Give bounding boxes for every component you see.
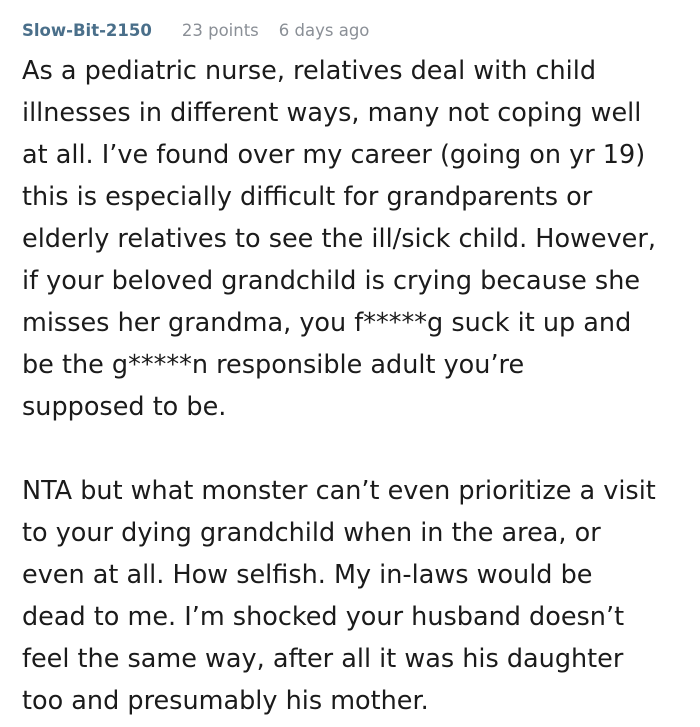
comment-meta [22, 20, 369, 42]
comment-line: supposed to be. [22, 392, 227, 422]
comment-line: even at all. How selfish. My in-laws would be [22, 560, 593, 590]
comment-line: As a pediatric nurse, relatives deal with child [22, 56, 597, 86]
comment-line: dead to me. I’m shocked your husband doesn’t [22, 602, 625, 632]
comment-line: elderly relatives to see the ill/sick child. However, [22, 224, 656, 254]
comment-line: feel the same way, after all it was his daughter [22, 644, 624, 674]
comment-points: 23 points [181, 21, 259, 40]
comment-line: be the g*****n responsible adult you’re [22, 350, 525, 380]
comment-paragraph [22, 50, 692, 428]
comment-line: too and presumably his mother. [22, 686, 429, 716]
comment-timestamp: 6 days ago [278, 21, 370, 40]
comment-body [22, 50, 692, 722]
comment-author[interactable]: Slow-Bit-2150 [22, 21, 152, 40]
comment-paragraph [22, 470, 692, 722]
comment-line: NTA but what monster can’t even prioritize a visit [22, 476, 656, 506]
comment-line: to your dying grandchild when in the area, or [22, 518, 601, 548]
paragraph-spacer [22, 428, 692, 470]
comment-line: at all. I’ve found over my career (going on yr 19) [22, 140, 646, 170]
comment-line: misses her grandma, you f*****g suck it up and [22, 308, 632, 338]
comment-line: illnesses in different ways, many not coping well [22, 98, 642, 128]
comment-line: this is especially difficult for grandparents or [22, 182, 593, 212]
comment-line: if your beloved grandchild is crying because she [22, 266, 641, 296]
